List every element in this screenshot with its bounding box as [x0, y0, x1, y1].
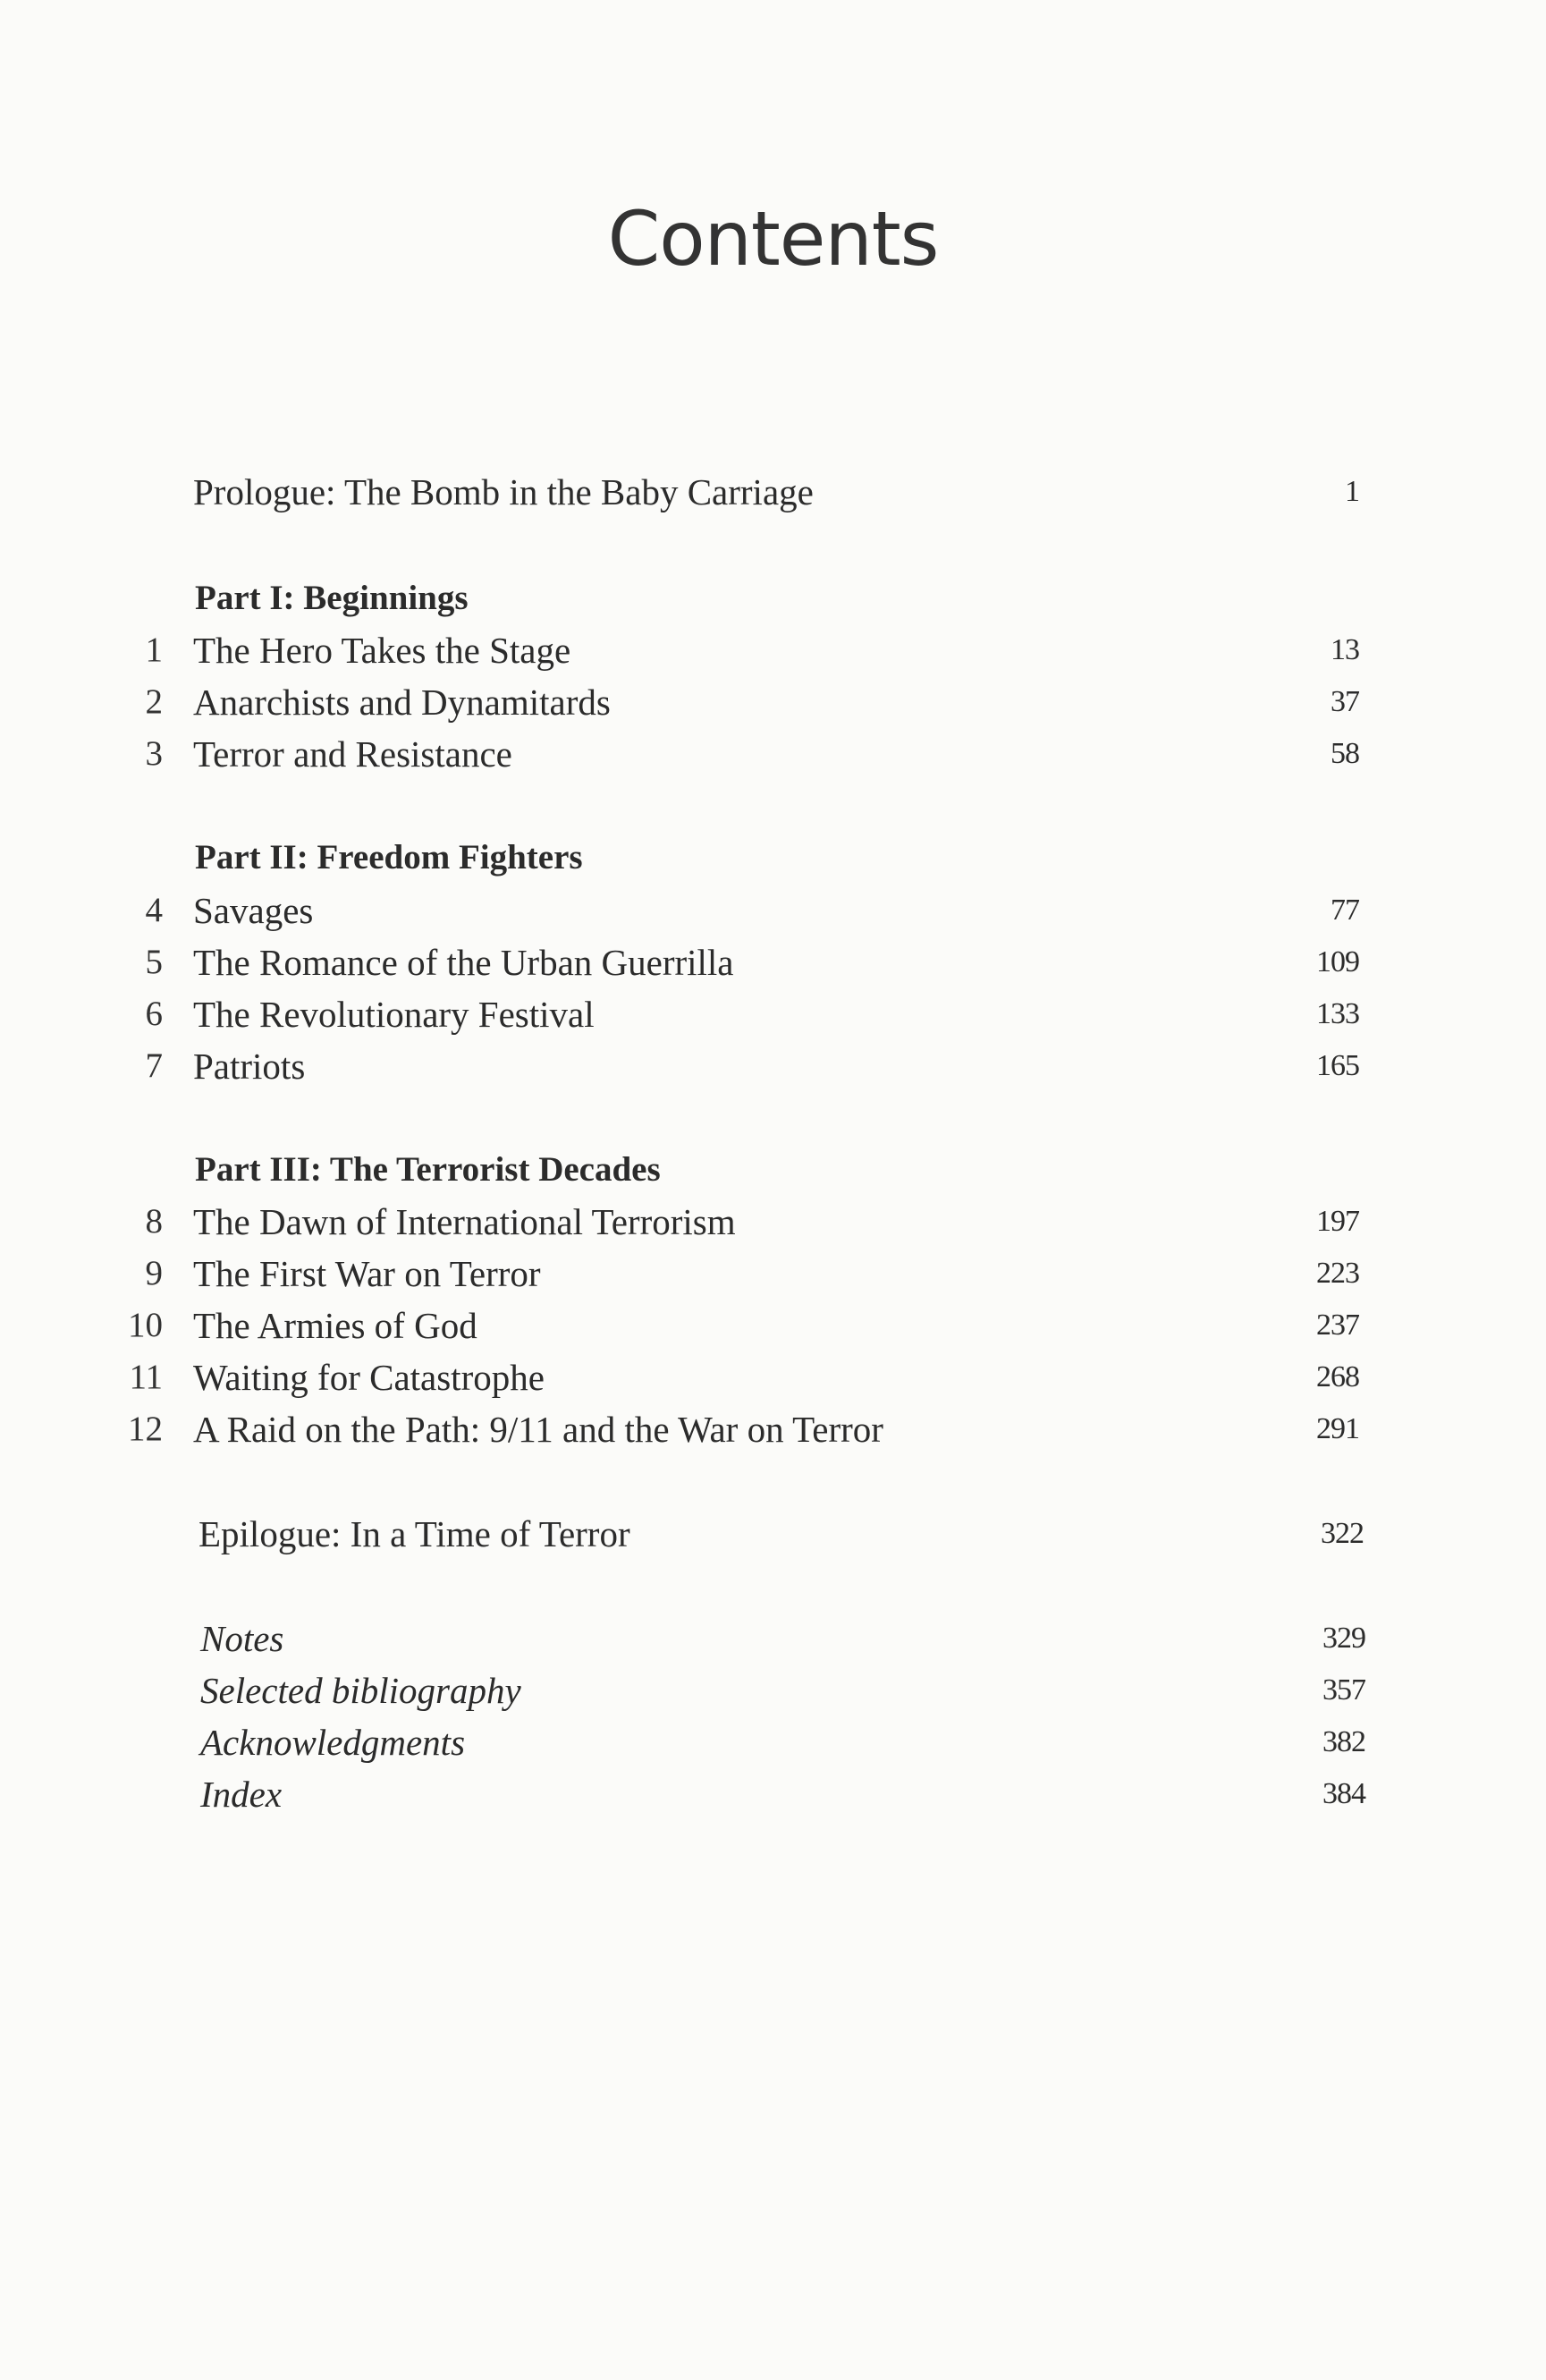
entry-title: The Hero Takes the Stage: [193, 630, 571, 671]
toc-entry-chapter[interactable]: [0, 1196, 1546, 1248]
toc-entry-chapter[interactable]: [0, 1300, 1546, 1351]
toc-entry-chapter[interactable]: [0, 728, 1546, 780]
toc-entry-chapter[interactable]: [0, 624, 1546, 676]
toc-entry-chapter[interactable]: [0, 885, 1546, 936]
entry-title: Prologue: The Bomb in the Baby Carriage: [193, 471, 814, 512]
entry-title: Savages: [193, 890, 314, 931]
entry-title: Waiting for Catastrophe: [193, 1357, 545, 1398]
entry-title: Epilogue: In a Time of Terror: [199, 1513, 630, 1554]
toc-entry-chapter[interactable]: [0, 936, 1546, 988]
chapter-number: 12: [128, 1410, 163, 1448]
entry-page-number: 382: [1322, 1725, 1365, 1758]
toc-entry-epilogue[interactable]: [0, 1508, 1546, 1560]
toc-entry-chapter[interactable]: [0, 1403, 1546, 1455]
entry-title: The Dawn of International Terrorism: [193, 1201, 736, 1242]
toc-entry-chapter[interactable]: [0, 1248, 1546, 1300]
page-title: Contents: [607, 195, 939, 283]
chapter-number: 10: [128, 1306, 163, 1344]
toc-entry-chapter[interactable]: [0, 676, 1546, 728]
entry-page-number: 322: [1321, 1517, 1364, 1550]
chapter-number: 9: [145, 1254, 163, 1292]
chapter-number: 3: [145, 734, 163, 773]
chapter-number: 5: [145, 943, 163, 981]
entry-title: Index: [200, 1774, 283, 1815]
entry-title: The Revolutionary Festival: [193, 994, 595, 1035]
entry-page-number: 223: [1316, 1257, 1359, 1290]
chapter-number: 6: [145, 995, 163, 1033]
entry-page-number: 268: [1316, 1360, 1359, 1393]
entry-page-number: 1: [1345, 475, 1359, 508]
entry-page-number: 237: [1316, 1309, 1359, 1342]
entry-page-number: 384: [1322, 1777, 1365, 1810]
chapter-number: 1: [145, 631, 163, 669]
entry-title: Patriots: [193, 1046, 306, 1087]
chapter-number: 4: [145, 891, 163, 929]
entry-page-number: 357: [1322, 1673, 1365, 1707]
entry-title: The Romance of the Urban Guerrilla: [193, 942, 734, 983]
entry-title: Terror and Resistance: [193, 733, 512, 775]
entry-page-number: 109: [1316, 945, 1359, 978]
entry-page-number: 13: [1331, 633, 1359, 666]
entry-title: The First War on Terror: [193, 1253, 541, 1294]
chapter-number: 11: [129, 1358, 163, 1396]
part-heading: Part I: Beginnings: [195, 579, 469, 617]
toc-entry-back-matter[interactable]: [0, 1768, 1546, 1820]
entry-title: Notes: [200, 1618, 284, 1659]
toc-entry-chapter[interactable]: [0, 988, 1546, 1040]
entry-title: Anarchists and Dynamitards: [193, 682, 611, 723]
part-heading: Part III: The Terrorist Decades: [195, 1150, 661, 1189]
part-heading: Part II: Freedom Fighters: [195, 838, 583, 877]
entry-page-number: 197: [1316, 1205, 1359, 1238]
entry-page-number: 37: [1331, 685, 1359, 718]
entry-page-number: 291: [1316, 1412, 1359, 1445]
entry-page-number: 329: [1322, 1622, 1365, 1655]
toc-entry-chapter[interactable]: [0, 1040, 1546, 1092]
toc-entry-back-matter[interactable]: [0, 1716, 1546, 1768]
chapter-number: 2: [145, 682, 163, 721]
toc-entry-prologue[interactable]: [0, 466, 1546, 518]
entry-title: A Raid on the Path: 9/11 and the War on Terror: [193, 1409, 883, 1450]
entry-title: The Armies of God: [193, 1305, 477, 1346]
toc-entry-back-matter[interactable]: [0, 1664, 1546, 1716]
entry-title: Selected bibliography: [200, 1670, 521, 1711]
chapter-number: 8: [145, 1202, 163, 1241]
entry-page-number: 133: [1316, 997, 1359, 1030]
chapter-number: 7: [145, 1046, 163, 1085]
entry-page-number: 58: [1331, 737, 1359, 770]
toc-entry-chapter[interactable]: [0, 1351, 1546, 1403]
entry-page-number: 77: [1331, 894, 1359, 927]
entry-page-number: 165: [1316, 1049, 1359, 1082]
toc-entry-back-matter[interactable]: [0, 1613, 1546, 1664]
entry-title: Acknowledgments: [200, 1722, 466, 1763]
